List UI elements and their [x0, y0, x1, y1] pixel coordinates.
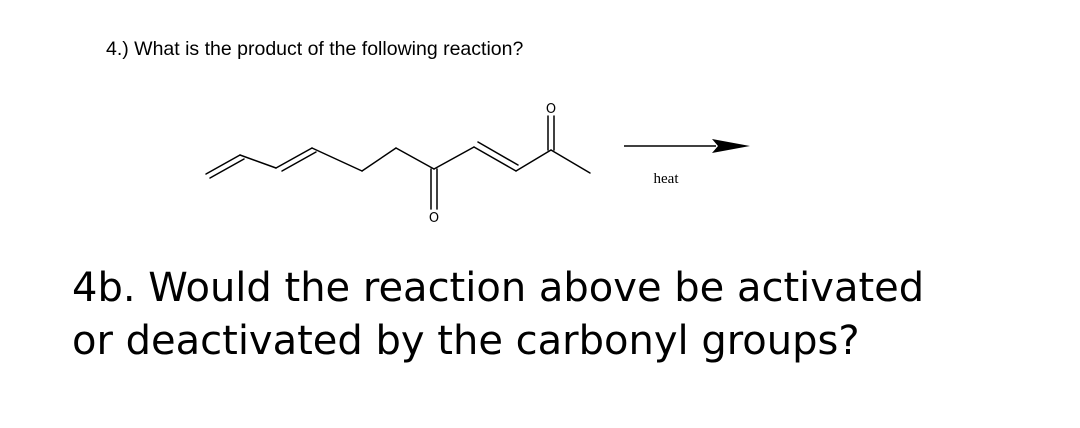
bond-c6-c7 [396, 148, 434, 169]
followup-question [72, 262, 1062, 368]
arrow-head-icon [712, 139, 750, 153]
question-text: 4.) What is the product of the following reaction? [106, 38, 524, 60]
oxygen-label-lower: O [428, 211, 440, 226]
reaction-arrow [624, 139, 750, 153]
bond-c4-c5 [312, 148, 362, 171]
reagent-heat-label: heat [653, 171, 679, 187]
bond-c2-c3 [240, 155, 276, 168]
bond-c10-c11 [551, 150, 590, 173]
bond-c7-c8 [434, 147, 474, 169]
bond-c5-c6 [362, 148, 396, 171]
bond-c8-c9-outer [474, 147, 516, 171]
oxygen-label-upper: O [545, 102, 557, 117]
followup-line-1: 4b. Would the reaction above be activated [72, 265, 925, 311]
bond-c9-c10 [516, 150, 551, 171]
reactant-molecule [206, 116, 590, 209]
followup-line-2: or deactivated by the carbonyl groups? [72, 318, 860, 364]
